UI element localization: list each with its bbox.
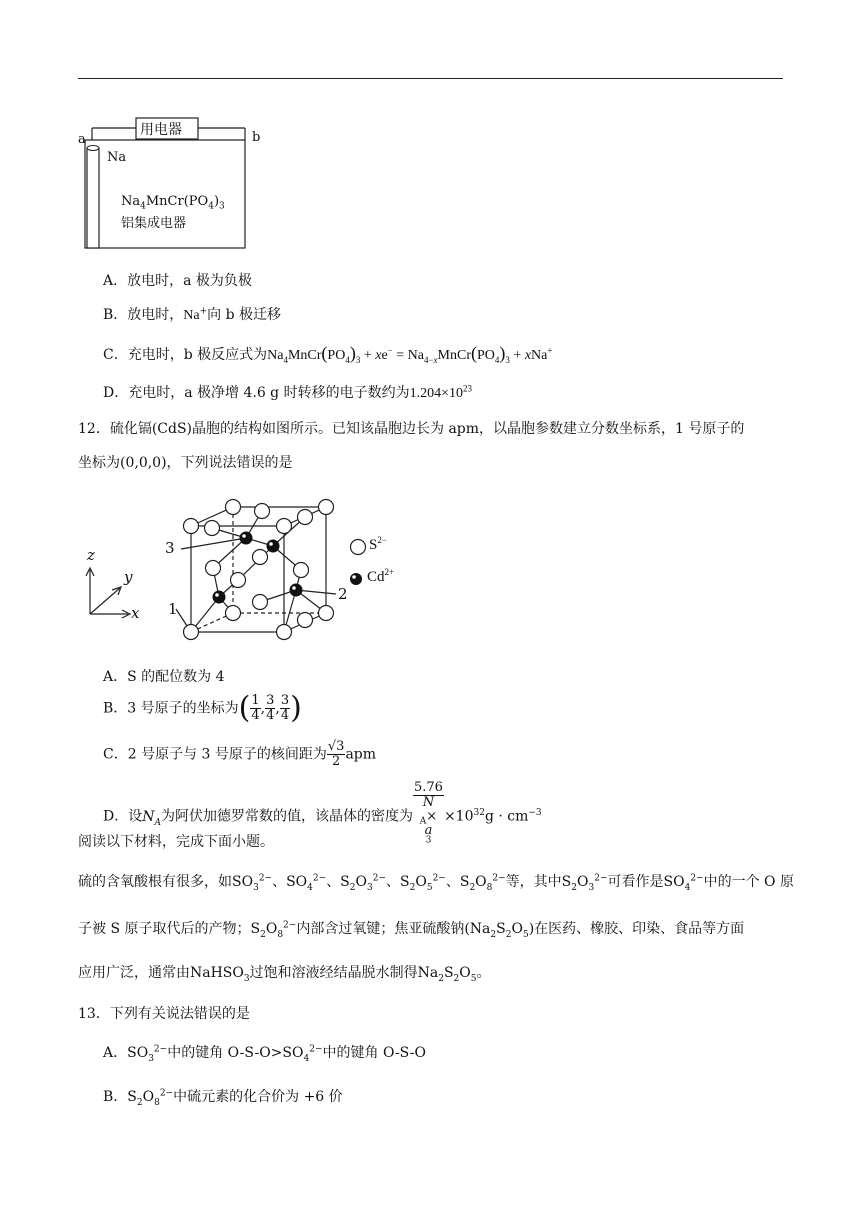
header-rule — [78, 78, 783, 79]
q12-option-d: D．设$N_A$为阿伏加德罗常数的值，该晶体的密度为 5.76 N $_A$× a $^3$ $\times 10^{32}g \cdot cm^{-3}$ — [103, 780, 542, 846]
crystal-cell-diagram — [78, 490, 408, 648]
q11-option-a: A．放电时，a 极为负极 — [103, 273, 252, 289]
q12-option-b: B．3 号原子的坐标为( $\frac{1}{4}$ , $\frac{3}{4}$ , $\frac{3}{4}$ ) — [103, 690, 302, 726]
q13-option-a: A．$SO_3^{2-}$中的键角 $O-S-O>SO_4^{2-}$中的键角 O-S-O — [103, 1044, 426, 1064]
collector-label: 铝集成电器 — [121, 216, 187, 231]
axis-z-label: z — [87, 546, 95, 564]
terminal-b-label: b — [252, 130, 261, 145]
device-label: 用电器 — [140, 122, 182, 138]
material-line2: 子被 S 原子取代后的产物；$S_2O_8^{2-}$内部含过氧键；焦亚硫酸钠$(Na_2S_2O_5)$在医药、橡胶、印染、食品等方面 — [78, 920, 745, 940]
material-line3: 应用广泛，通常由NaHSO$_3$过饱和溶液经结晶脱水制得$Na_2S_2O_5$。 — [78, 965, 491, 984]
q12-stem-line1: 12．硫化镉(CdS)晶胞的结构如图所示。已知该晶胞边长为 apm，以晶胞参数建立分数坐标系，1 号原子的 — [78, 421, 745, 437]
na-electrode-label: Na — [107, 150, 127, 165]
q12-option-c: C．2 号原子与 3 号原子的核间距为 $\frac{√3}{2}$ apm — [103, 739, 377, 769]
atom-label-1: 1 — [168, 600, 178, 618]
material-intro: 阅读以下材料，完成下面小题。 — [78, 834, 274, 850]
atom-label-2: 2 — [338, 585, 348, 603]
q12-stem-line2: 坐标为(0,0,0)，下列说法错误的是 — [78, 455, 293, 471]
material-line1: 硫的含氧酸根有很多，如$SO_3^{2-}$、$SO_4^{2-}$、$S_2O_3^{2-}$、$S_2O_5^{2-}$、$S_2O_8^{2-}$等，其中$S_2O_3^{2-}$可看作是$SO_4^{2-}$中的一个 O 原 — [78, 873, 794, 893]
cathode-formula: $Na_4MnCr(PO_4)_3$ — [121, 194, 225, 212]
terminal-a-label: a — [78, 132, 86, 147]
q13-option-b: B．$S_2O_8^{2-}$中硫元素的化合价为 +6 价 — [103, 1088, 343, 1108]
axis-x-label: x — [131, 604, 140, 622]
q11-option-d: D．充电时，a 极净增 4.6 g 时转移的电子数约为$1.204\times 10^{23}$ — [103, 383, 473, 401]
legend-cd: $Cd^{2+}$ — [367, 567, 395, 585]
q11-option-b: B．放电时，Na+向 b 极迁移 — [103, 306, 282, 323]
q12-option-a: A．S 的配位数为 4 — [103, 669, 225, 685]
axis-y-label: y — [124, 568, 133, 586]
battery-diagram — [78, 112, 261, 252]
atom-label-3: 3 — [165, 539, 175, 557]
legend-s: $S^{2-}$ — [369, 535, 387, 553]
q11-option-c: C．充电时，b 极反应式为$Na_4MnCr(PO_4)_3 + xe^-$ = $Na_{4-x}MnCr(PO_4)_3 + xNa^+$ — [103, 343, 553, 365]
q13-stem: 13．下列有关说法错误的是 — [78, 1006, 250, 1022]
